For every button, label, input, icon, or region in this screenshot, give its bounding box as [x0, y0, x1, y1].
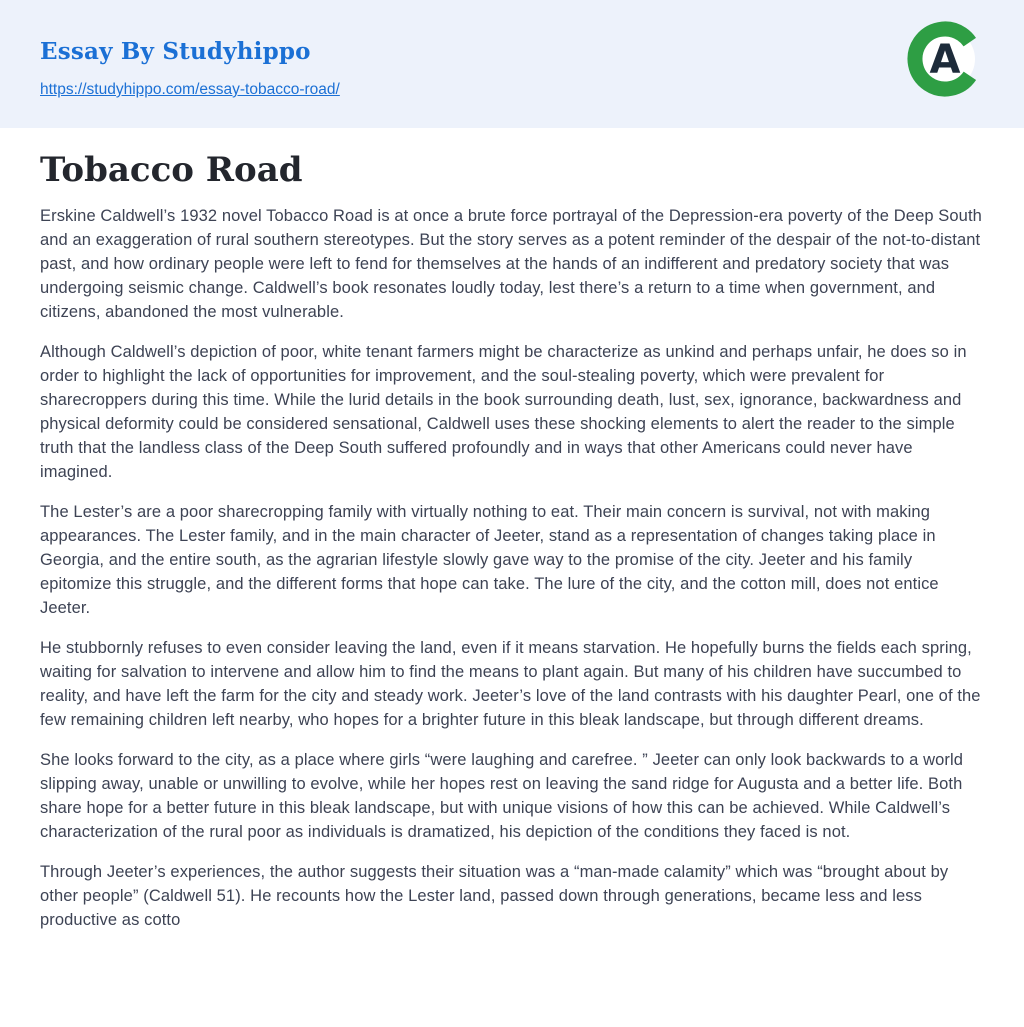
essay-title: Tobacco Road: [40, 150, 303, 190]
site-title: Essay By Studyhippo: [40, 38, 311, 65]
essay-paragraph: He stubbornly refuses to even consider leaving the land, even if it means starvation. He hopefully burns the fields each spring, waiting for salvation to intervene and allow him to find the means to plant again. But many of his children have succumbed to reality, and have left the farm for the city and steady work. Jeeter’s love of the land contrasts with his daughter Pearl, one of the few remaining children left nearby, who hopes for a brighter future in this bleak landscape, but through different dreams.: [40, 639, 981, 729]
header-text-block: [40, 38, 984, 99]
essay-url-link[interactable]: https://studyhippo.com/essay-tobacco-road/: [40, 81, 340, 98]
studyhippo-logo: [906, 20, 984, 98]
essay-paragraph: She looks forward to the city, as a place where girls “were laughing and carefree. ” Jeeter can only look backwards to a world slipping away, unable or unwilling to evolve, while her hopes rest on leaving the sand ridge for Augusta and a better life. Both share hope for a better future in this bleak landscape, but with unique visions of how this can be achieved. While Caldwell’s characterization of the rural poor as individuals is dramatized, his depiction of the conditions they faced is not.: [40, 751, 963, 841]
logo-letter: A: [929, 37, 961, 83]
essay-paragraph: Through Jeeter’s experiences, the author suggests their situation was a “man-made calamity” which was “brought about by other people” (Caldwell 51). He recounts how the Lester land, passed down through generations, became less and less productive as cotto: [40, 863, 949, 929]
page-header: [0, 0, 1024, 128]
logo-ring-icon: [906, 20, 984, 98]
essay-paragraph: The Lester’s are a poor sharecropping family with virtually nothing to eat. Their main concern is survival, not with making appearances. The Lester family, and in the main character of Jeeter, stand as a representation of changes taking place in Georgia, and the entire south, as the agrarian lifestyle slowly gave way to the promise of the city. Jeeter and his family epitomize this struggle, and the different forms that hope can take. The lure of the city, and the cotton mill, does not entice Jeeter.: [40, 503, 939, 617]
essay-content: [0, 128, 1024, 932]
essay-paragraph: Although Caldwell’s depiction of poor, white tenant farmers might be characterize as unkind and perhaps unfair, he does so in order to highlight the lack of opportunities for improvement, and the soul-stealing poverty, which were prevalent for sharecroppers during this time. While the lurid details in the book surrounding death, lust, sex, ignorance, backwardness and physical deformity could be considered sensational, Caldwell uses these shocking elements to alert the reader to the simple truth that the landless class of the Deep South suffered profoundly and in ways that other Americans could never have imagined.: [40, 343, 967, 481]
essay-paragraph: Erskine Caldwell’s 1932 novel Tobacco Road is at once a brute force portrayal of the Depression-era poverty of the Deep South and an exaggeration of rural southern stereotypes. But the story serves as a potent reminder of the despair of the not-to-distant past, and how ordinary people were left to fend for themselves at the hands of an indifferent and predatory society that was undergoing seismic change. Caldwell’s book resonates loudly today, lest there’s a return to a time when government, and citizens, abandoned the most vulnerable.: [40, 207, 982, 321]
